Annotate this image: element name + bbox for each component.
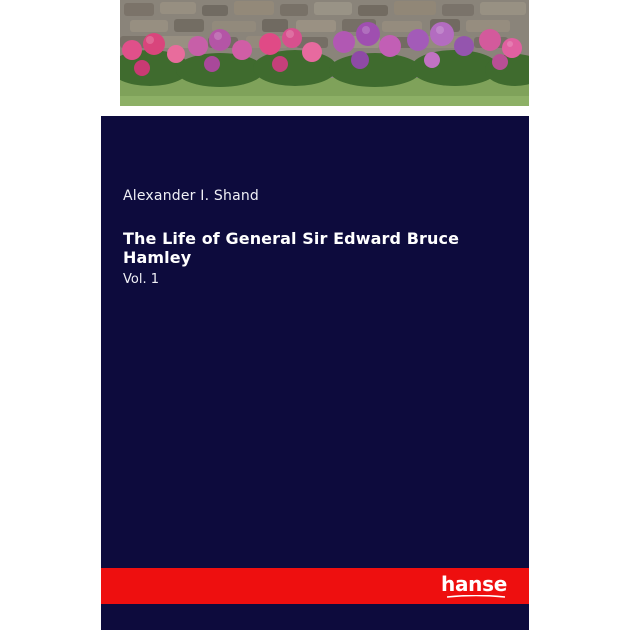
- cover-photo: [120, 0, 529, 106]
- logo-underline-icon: [447, 595, 505, 598]
- publisher-logo: hanse: [441, 572, 507, 596]
- publisher-bar: [101, 568, 529, 604]
- volume-label: Vol. 1: [123, 272, 159, 287]
- author-name: Alexander I. Shand: [123, 188, 260, 204]
- hydrangea-photo-image: [120, 0, 529, 106]
- book-cover: [101, 116, 529, 630]
- book-title: The Life of General Sir Edward Bruce Hamley: [123, 229, 460, 267]
